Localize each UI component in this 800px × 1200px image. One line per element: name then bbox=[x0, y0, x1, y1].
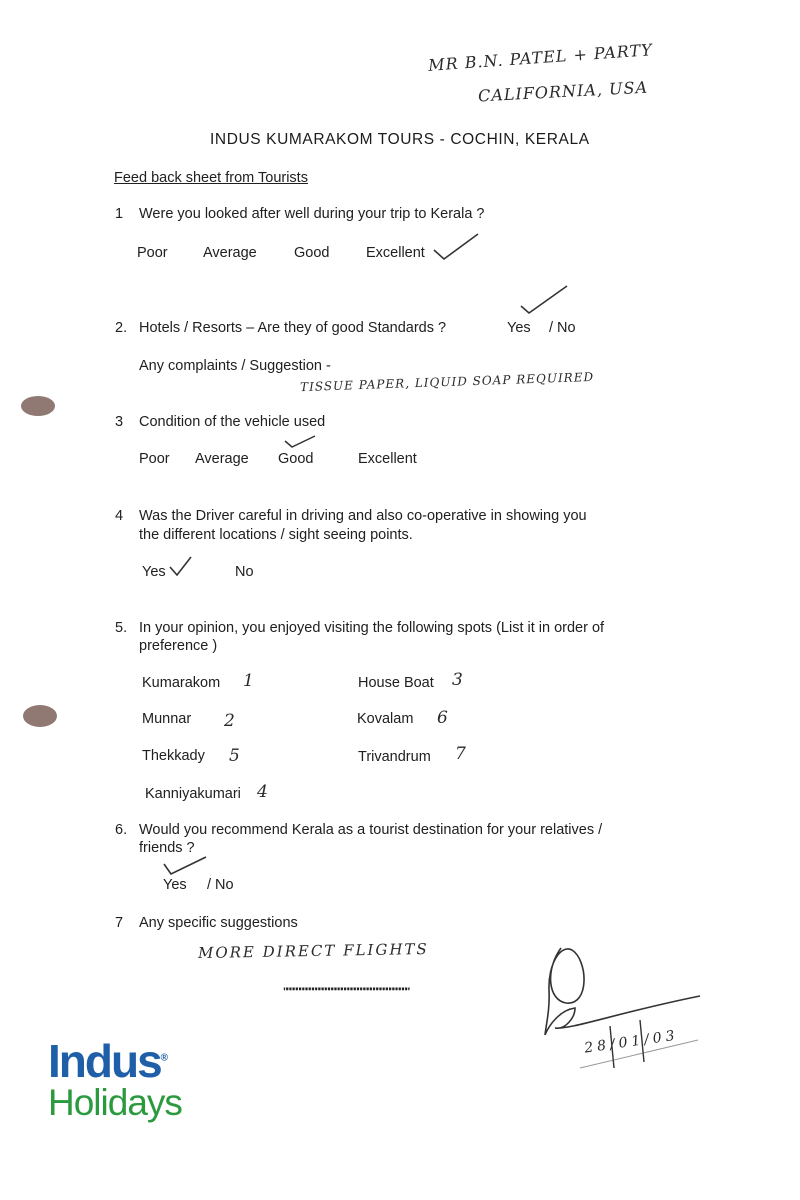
q2-check-mark bbox=[521, 286, 567, 313]
q1-option-excellent: Excellent bbox=[366, 245, 425, 261]
spot-rank: 5 bbox=[229, 746, 240, 766]
q1-option-good: Good bbox=[294, 245, 330, 261]
q7-text: Any specific suggestions bbox=[139, 915, 298, 931]
date-underline bbox=[580, 1040, 698, 1068]
spot-name: Kumarakom bbox=[142, 675, 221, 691]
q3-option-average: Average bbox=[195, 451, 249, 467]
spot-rank: 6 bbox=[437, 708, 448, 728]
q6-text-line1: Would you recommend Kerala as a tourist destination for your relatives / bbox=[139, 822, 603, 838]
q5-text-line2: preference ) bbox=[139, 638, 218, 654]
q6-option-yes: Yes bbox=[163, 877, 187, 893]
spot-rank: 7 bbox=[455, 744, 466, 764]
form-subtitle: Feed back sheet from Tourists bbox=[114, 170, 308, 186]
spot-name: House Boat bbox=[358, 675, 434, 691]
spot-rank: 1 bbox=[243, 671, 254, 691]
q2-option-no: / No bbox=[549, 320, 576, 336]
punch-hole-lower bbox=[23, 705, 57, 727]
q2-complaints-label: Any complaints / Suggestion - bbox=[139, 358, 331, 374]
q2-option-yes: Yes bbox=[507, 320, 531, 336]
tourist-location-note: CALIFORNIA, USA bbox=[477, 77, 649, 106]
signature bbox=[545, 948, 700, 1035]
q4-option-yes: Yes bbox=[142, 564, 166, 580]
q5-text-line1: In your opinion, you enjoyed visiting the following spots (List it in order of bbox=[139, 620, 605, 636]
q3-number: 3 bbox=[115, 414, 124, 430]
logo-registered-mark: ® bbox=[160, 1052, 167, 1064]
punch-hole-upper bbox=[21, 396, 55, 416]
date-slash bbox=[640, 1020, 644, 1062]
q3-option-good: Good bbox=[278, 451, 314, 467]
q4-text-line2: the different locations / sight seeing points. bbox=[139, 527, 413, 543]
spot-name: Kovalam bbox=[357, 711, 414, 727]
spot-rank: 3 bbox=[452, 670, 463, 690]
page-title: INDUS KUMARAKOM TOURS - COCHIN, KERALA bbox=[210, 131, 590, 148]
q2-complaints-answer: TISSUE PAPER, LIQUID SOAP REQUIRED bbox=[299, 369, 595, 395]
separator: """"""""""""""""""""""""""""""""""""""" bbox=[283, 986, 409, 998]
q3-text: Condition of the vehicle used bbox=[139, 414, 326, 430]
signature-date: 28/01/03 bbox=[583, 1027, 680, 1057]
q1-option-average: Average bbox=[203, 245, 257, 261]
q3-option-excellent: Excellent bbox=[358, 451, 417, 467]
logo-word-indus: Indus bbox=[48, 1035, 161, 1087]
spot-rank: 4 bbox=[257, 782, 268, 802]
spot-name: Trivandrum bbox=[358, 749, 431, 765]
q3-option-poor: Poor bbox=[139, 451, 170, 467]
q6-text-line2: friends ? bbox=[139, 840, 195, 856]
q1-text: Were you looked after well during your trip to Kerala ? bbox=[139, 206, 485, 222]
q1-check-mark bbox=[434, 234, 478, 259]
tourist-name-note: MR B.N. PATEL + PARTY bbox=[427, 40, 654, 75]
q6-option-no: / No bbox=[207, 877, 234, 893]
q2-number: 2. bbox=[115, 320, 128, 336]
q5-number: 5. bbox=[115, 620, 128, 636]
logo-word-holidays: Holidays bbox=[48, 1082, 182, 1123]
q4-text-line1: Was the Driver careful in driving and also co-operative in showing you bbox=[139, 508, 587, 524]
q1-option-poor: Poor bbox=[137, 245, 168, 261]
q6-check-mark bbox=[164, 857, 206, 874]
spot-name: Thekkady bbox=[142, 748, 205, 764]
q4-number: 4 bbox=[115, 508, 124, 524]
date-slash bbox=[610, 1026, 614, 1068]
q3-check-mark bbox=[285, 436, 315, 447]
q7-number: 7 bbox=[115, 915, 124, 931]
spot-rank: 2 bbox=[224, 711, 235, 731]
q4-option-no: No bbox=[235, 564, 254, 580]
spot-name: Kanniyakumari bbox=[145, 786, 241, 802]
spot-name: Munnar bbox=[142, 711, 192, 727]
q4-check-mark bbox=[170, 557, 191, 575]
q2-text: Hotels / Resorts – Are they of good Standards ? bbox=[139, 320, 447, 336]
q7-answer: MORE DIRECT FLIGHTS bbox=[197, 939, 429, 963]
q1-number: 1 bbox=[115, 206, 124, 222]
q6-number: 6. bbox=[115, 822, 128, 838]
